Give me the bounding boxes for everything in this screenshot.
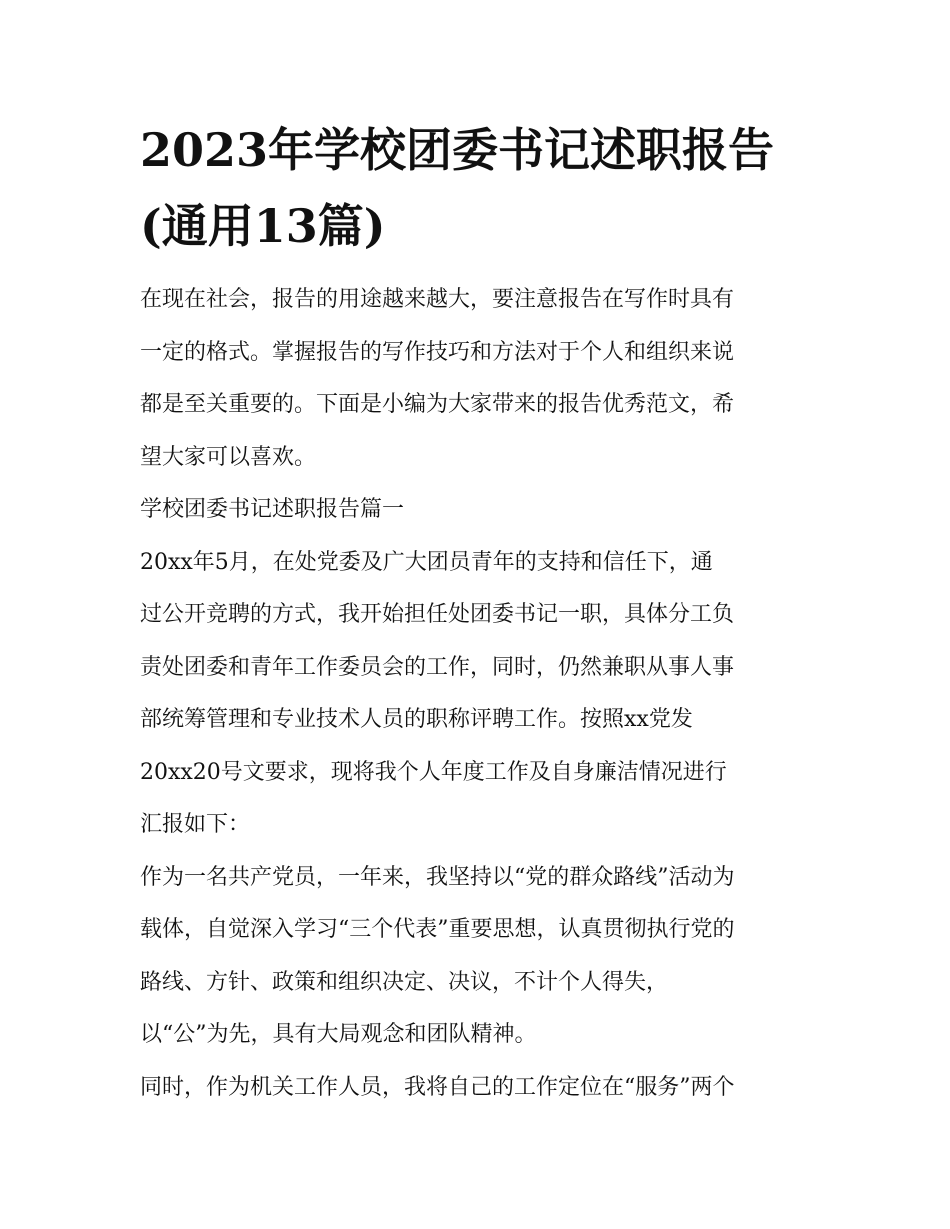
body-line: 都是至关重要的。下面是小编为大家带来的报告优秀范文，希	[140, 392, 735, 417]
body-line: 一定的格式。掌握报告的写作技巧和方法对于个人和组织来说	[140, 339, 735, 365]
section-heading: 学校团委书记述职报告篇一	[140, 497, 405, 522]
body-line: 载体，自觉深入学习“三个代表”重要思想，认真贯彻执行党的	[140, 917, 735, 942]
body-line: 过公开竞聘的方式，我开始担任处团委书记一职，具体分工负	[140, 602, 735, 627]
body-line: 望大家可以喜欢。	[140, 444, 317, 470]
body-line: 20xx年5月，在处党委及广大团员青年的支持和信任下，通	[140, 549, 713, 575]
document-body	[140, 280, 820, 1120]
body-line: 以“公”为先，具有大局观念和团队精神。	[140, 1022, 537, 1047]
body-line: 在现在社会，报告的用途越来越大，要注意报告在写作时具有	[140, 287, 735, 312]
body-line: 部统筹管理和专业技术人员的职称评聘工作。按照xx党发	[140, 707, 693, 732]
title-line-2: (通用13篇)	[140, 199, 386, 253]
body-line: 责处团委和青年工作委员会的工作，同时，仍然兼职从事人事	[140, 654, 735, 680]
body-line: 汇报如下：	[140, 812, 251, 837]
body-line: 作为一名共产党员，一年来，我坚持以“党的群众路线”活动为	[140, 864, 735, 890]
body-line: 路线、方针、政策和组织决定、决议，不计个人得失，	[140, 969, 669, 995]
title-line-1: 2023年学校团委书记述职报告	[140, 123, 775, 177]
body-line: 同时，作为机关工作人员，我将自己的工作定位在“服务”两个	[140, 1074, 735, 1100]
document-title	[140, 112, 830, 264]
body-line: 20xx20号文要求，现将我个人年度工作及自身廉洁情况进行	[140, 759, 727, 785]
